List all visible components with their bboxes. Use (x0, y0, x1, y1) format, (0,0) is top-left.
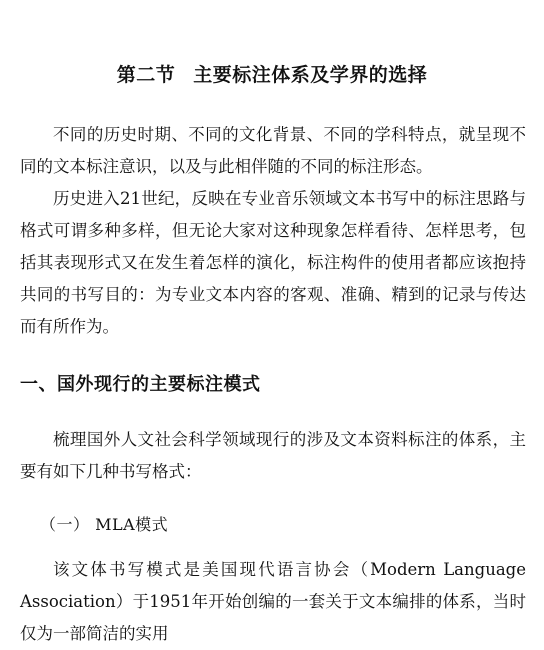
paragraph-4: 该文体书写模式是美国现代语言协会（Modern Language Association）于1951年开始创编的一套关于文本编排的体系，当时仅为一部简洁的实用 (20, 560, 526, 643)
paragraph-1: 不同的历史时期、不同的文化背景、不同的学科特点，就呈现不同的文本标注意识，以及与此相伴随的不同的标注形态。 (20, 125, 526, 176)
sub-subsection-heading: （一） MLA模式 (40, 515, 169, 534)
section-heading: 主要标注体系及学界的选择 (193, 64, 428, 86)
subsection-heading: 一、国外现行的主要标注模式 (20, 374, 261, 395)
paragraph-3: 梳理国外人文社会科学领域现行的涉及文本资料标注的体系，主要有如下几种书写格式： (20, 430, 526, 481)
section-title (0, 60, 544, 87)
section-number: 第二节 (116, 64, 176, 86)
paragraph-2: 历史进入21世纪，反映在专业音乐领域文本书写中的标注思路与格式可谓多种多样，但无论大家对这种现象怎样看待、怎样思考，包括其表现形式又在发生着怎样的演化，标注构件的使用者都应该抱持共同的书写目的：为专业文本内容的客观、准确、精到的记录与传达而有所作为。 (20, 189, 526, 336)
